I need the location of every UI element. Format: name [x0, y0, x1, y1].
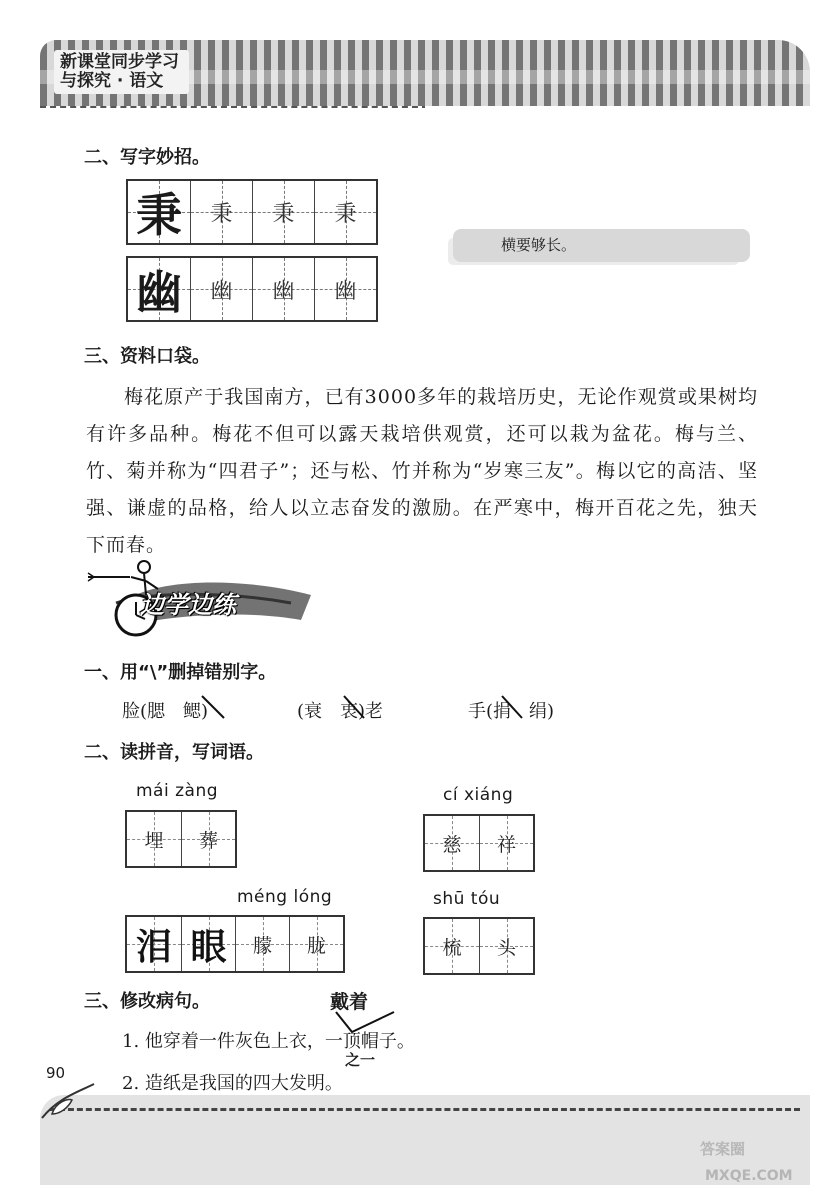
q1-item-1: 脸(腮 鳃)	[122, 701, 209, 722]
grid-cell	[181, 917, 235, 971]
answer-char: 梳	[442, 936, 462, 959]
info-paragraph: 梅花原产于我国南方，已有3000多年的栽培历史，无论作观赏或果树均有许多品种。梅花不但可以露天栽培供观赏，还可以栽为盆花。梅与兰、竹、菊并称为“四君子”；还与松、竹并称为“岁寒三友”。梅以它的高洁、坚强、谦虚的品格，给人以立志奋发的激励。在严寒中，梅开百花之先，独天下而春。	[86, 386, 758, 556]
grid-char: 秉	[210, 201, 233, 227]
answer-char: 葬	[198, 829, 218, 852]
pinyin-1: mái zàng	[136, 781, 219, 801]
q1-item-2: (衰 衷)老	[297, 701, 384, 722]
grid-char: 幽	[210, 278, 233, 304]
q3-item-2: 2. 造纸是我国的四大发明。	[122, 1073, 343, 1094]
grid-char: 幽	[272, 278, 295, 304]
page-header	[40, 40, 810, 130]
grid-cell	[252, 181, 314, 243]
q1-heading: 一、用“\”删掉错别字。	[84, 662, 277, 683]
insert-mark: 之一	[345, 1051, 376, 1069]
writing-grid-row-1	[126, 179, 378, 245]
answer-grid-4	[423, 917, 535, 975]
grid-cell	[190, 258, 252, 320]
grid-char: 秉	[136, 188, 182, 242]
pinyin-4: shū tóu	[433, 889, 501, 909]
leaf-decoration-icon	[38, 1078, 98, 1123]
pinyin-2: cí xiáng	[443, 785, 514, 805]
strike-mark-2	[338, 692, 368, 722]
answer-char: 埋	[144, 829, 164, 852]
grid-cell	[479, 919, 533, 973]
header-tab	[425, 106, 810, 130]
grid-char: 秉	[334, 201, 357, 227]
watermark-line2: MXQE.COM	[705, 1168, 793, 1184]
grid-char: 幽	[334, 278, 357, 304]
grid-char: 秉	[272, 201, 295, 227]
footer-dashed-rule	[50, 1108, 800, 1111]
answer-char: 胧	[306, 934, 326, 957]
page-number: 90	[46, 1064, 66, 1082]
watermark-line1: 答案圈	[700, 1140, 746, 1158]
grid-cell	[252, 258, 314, 320]
writing-tip-bubble: 横要够长。	[453, 229, 750, 262]
grid-cell	[425, 919, 479, 973]
strike-mark-3	[496, 692, 526, 722]
answer-char: 泪	[135, 925, 172, 968]
writing-grid-row-2	[126, 256, 378, 322]
q1-item-3: 手(捐 绢)	[468, 701, 555, 722]
grid-cell	[128, 258, 190, 320]
answer-char: 慈	[442, 833, 462, 856]
answer-grid-3	[125, 915, 345, 973]
insert-word: 戴着	[330, 991, 369, 1013]
grid-cell	[314, 258, 376, 320]
practice-logo-text: 边学边练	[140, 591, 236, 619]
grid-cell	[235, 917, 289, 971]
grid-cell	[190, 181, 252, 243]
grid-cell	[128, 181, 190, 243]
answer-char: 祥	[496, 833, 516, 856]
answer-char: 朦	[252, 934, 272, 957]
grid-cell	[479, 816, 533, 870]
answer-grid-1	[125, 810, 237, 868]
book-title-line2: 与探究 · 语文	[60, 71, 164, 91]
grid-cell	[181, 812, 235, 866]
grid-cell	[127, 917, 181, 971]
answer-grid-2	[423, 814, 535, 872]
grid-cell	[127, 812, 181, 866]
q3-item-1: 1. 他穿着一件灰色上衣，一顶帽子。	[122, 1031, 415, 1052]
grid-cell	[289, 917, 343, 971]
section-heading-info: 三、资料口袋。	[84, 346, 210, 367]
book-title-line1: 新课堂同步学习	[60, 52, 179, 72]
grid-cell	[314, 181, 376, 243]
q2-heading: 二、读拼音，写词语。	[84, 742, 264, 763]
grid-char: 幽	[136, 265, 182, 319]
book-title	[54, 50, 189, 94]
answer-char: 眼	[190, 925, 227, 968]
section-heading-writing: 二、写字妙招。	[84, 147, 210, 168]
grid-cell	[425, 816, 479, 870]
q3-heading: 三、修改病句。	[84, 991, 210, 1012]
answer-char: 头	[496, 936, 516, 959]
pinyin-3: méng lóng	[237, 887, 333, 907]
strike-mark-1	[198, 692, 228, 722]
